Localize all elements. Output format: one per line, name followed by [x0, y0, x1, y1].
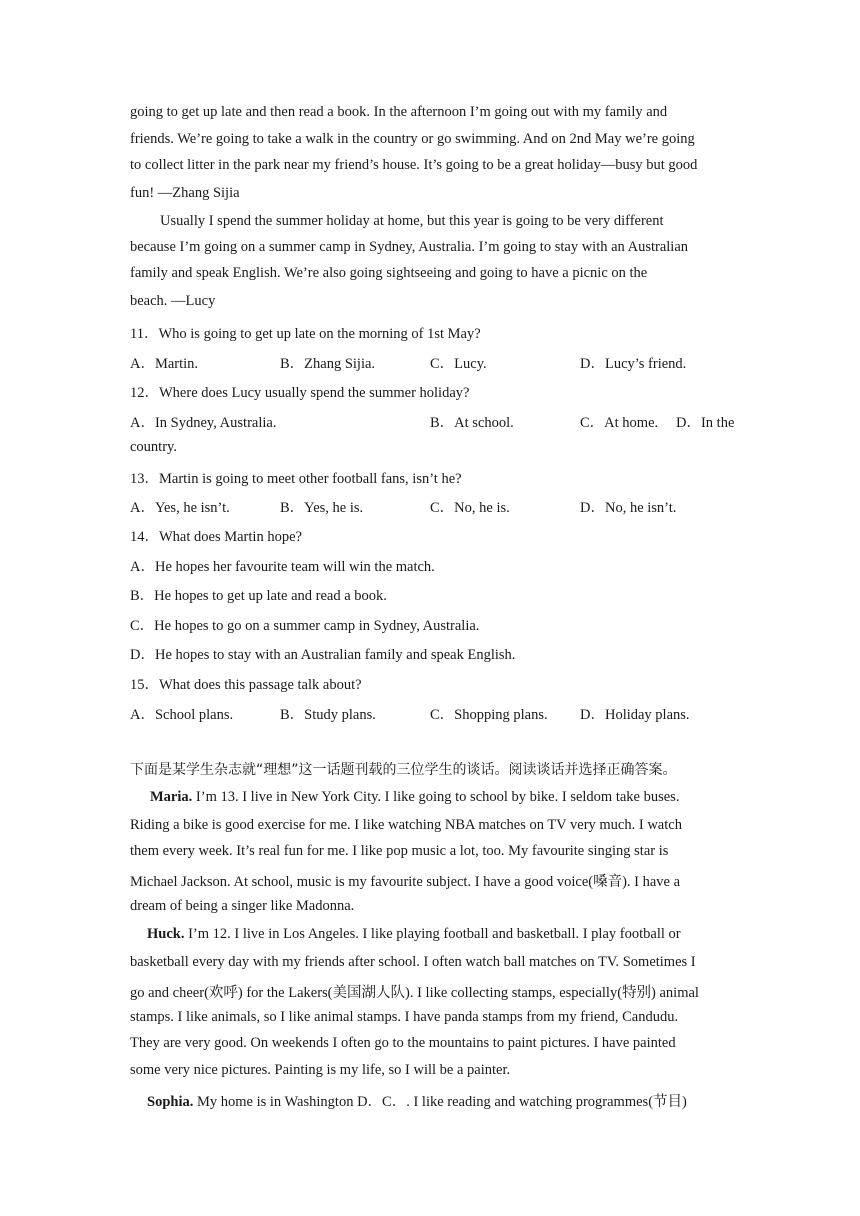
question-12-stem: 12．Where does Lucy usually spend the summer holiday? — [130, 385, 470, 401]
passage-line: friends. We’re going to take a walk in the country or go swimming. And on 2nd May we’re going — [130, 131, 695, 147]
question-14-option-a[interactable]: A．He hopes her favourite team will win the match. — [130, 559, 435, 575]
speaker-name-maria: Maria. — [150, 789, 193, 805]
passage-line: basketball every day with my friends after school. I often watch ball matches on TV. Sometimes I — [130, 954, 696, 970]
question-15-option-d[interactable]: D．Holiday plans. — [580, 707, 690, 723]
huck-paragraph-first-line — [147, 926, 681, 943]
question-14-option-b[interactable]: B．He hopes to get up late and read a book. — [130, 588, 387, 604]
question-13-stem: 13．Martin is going to meet other football fans, isn’t he? — [130, 471, 462, 487]
question-15-option-a[interactable]: A．School plans. — [130, 707, 234, 723]
passage-line: beach. —Lucy — [130, 293, 216, 309]
passage-line: fun! —Zhang Sijia — [130, 185, 240, 201]
passage-line: dream of being a singer like Madonna. — [130, 898, 355, 914]
passage-line: stamps. I like animals, so I like animal stamps. I have panda stamps from my friend, Candudu. — [130, 1009, 679, 1025]
question-11-option-d[interactable]: D．Lucy’s friend. — [580, 356, 687, 372]
question-11-option-a[interactable]: A．Martin. — [130, 356, 199, 372]
passage-line: They are very good. On weekends I often go to the mountains to paint pictures. I have painted — [130, 1035, 676, 1051]
question-12-option-c[interactable]: C．At home. — [580, 415, 659, 431]
question-15-stem: 15．What does this passage talk about? — [130, 677, 362, 693]
question-15-option-b[interactable]: B．Study plans. — [280, 707, 376, 723]
question-11-stem: 11．Who is going to get up late on the morning of 1st May? — [130, 326, 481, 342]
question-12-option-d[interactable]: D．In the — [676, 415, 735, 431]
passage-line: Michael Jackson. At school, music is my favourite subject. I have a good voice(嗓音). I have a — [130, 874, 681, 890]
question-13-option-d[interactable]: D．No, he isn’t. — [580, 500, 677, 516]
passage-line: family and speak English. We’re also going sightseeing and going to have a picnic on the — [130, 265, 648, 281]
question-14-option-d[interactable]: D．He hopes to stay with an Australian family and speak English. — [130, 647, 516, 663]
question-14-stem: 14．What does Martin hope? — [130, 529, 302, 545]
question-15-option-c[interactable]: C．Shopping plans. — [430, 707, 548, 723]
passage-line: some very nice pictures. Painting is my life, so I will be a painter. — [130, 1062, 511, 1078]
question-13-option-b[interactable]: B．Yes, he is. — [280, 500, 364, 516]
question-11-option-b[interactable]: B．Zhang Sijia. — [280, 356, 376, 372]
passage-line: Usually I spend the summer holiday at home, but this year is going to be very different — [160, 213, 664, 229]
passage-line: I’m 13. I live in New York City. I like going to school by bike. I seldom take buses. — [192, 789, 680, 805]
passage-line: to collect litter in the park near my friend’s house. It’s going to be a great holiday—busy but good — [130, 157, 698, 173]
passage-line: going to get up late and then read a book. In the afternoon I’m going out with my family and — [130, 104, 668, 120]
question-12-option-d-wrap: country. — [130, 439, 177, 455]
speaker-name-huck: Huck. — [147, 926, 185, 942]
passage-line: them every week. It’s real fun for me. I like pop music a lot, too. My favourite singing star is — [130, 843, 669, 859]
sophia-paragraph-first-line — [147, 1090, 687, 1111]
question-11-option-c[interactable]: C．Lucy. — [430, 356, 487, 372]
passage-line: I’m 12. I live in Los Angeles. I like playing football and basketball. I play football or — [184, 926, 681, 942]
question-14-option-c[interactable]: C．He hopes to go on a summer camp in Sydney, Australia. — [130, 618, 480, 634]
section-instruction: 下面是某学生杂志就“理想”这一话题刊载的三位学生的谈话。阅读谈话并选择正确答案。 — [130, 762, 677, 778]
question-13-option-c[interactable]: C．No, he is. — [430, 500, 510, 516]
question-13-option-a[interactable]: A．Yes, he isn’t. — [130, 500, 230, 516]
passage-line: go and cheer(欢呼) for the Lakers(美国湖人队). I like collecting stamps, especially(特别) animal — [130, 985, 699, 1001]
maria-paragraph-first-line — [150, 789, 679, 806]
question-12-option-a[interactable]: A．In Sydney, Australia. — [130, 415, 277, 431]
speaker-name-sophia: Sophia. — [147, 1094, 194, 1110]
passage-line: because I’m going on a summer camp in Sydney, Australia. I’m going to stay with an Australian — [130, 239, 689, 255]
question-12-option-b[interactable]: B．At school. — [430, 415, 514, 431]
passage-line: My home is in Washington D．C．. I like reading and watching programmes(节目) — [193, 1094, 687, 1110]
passage-line: Riding a bike is good exercise for me. I like watching NBA matches on TV very much. I watch — [130, 817, 682, 833]
